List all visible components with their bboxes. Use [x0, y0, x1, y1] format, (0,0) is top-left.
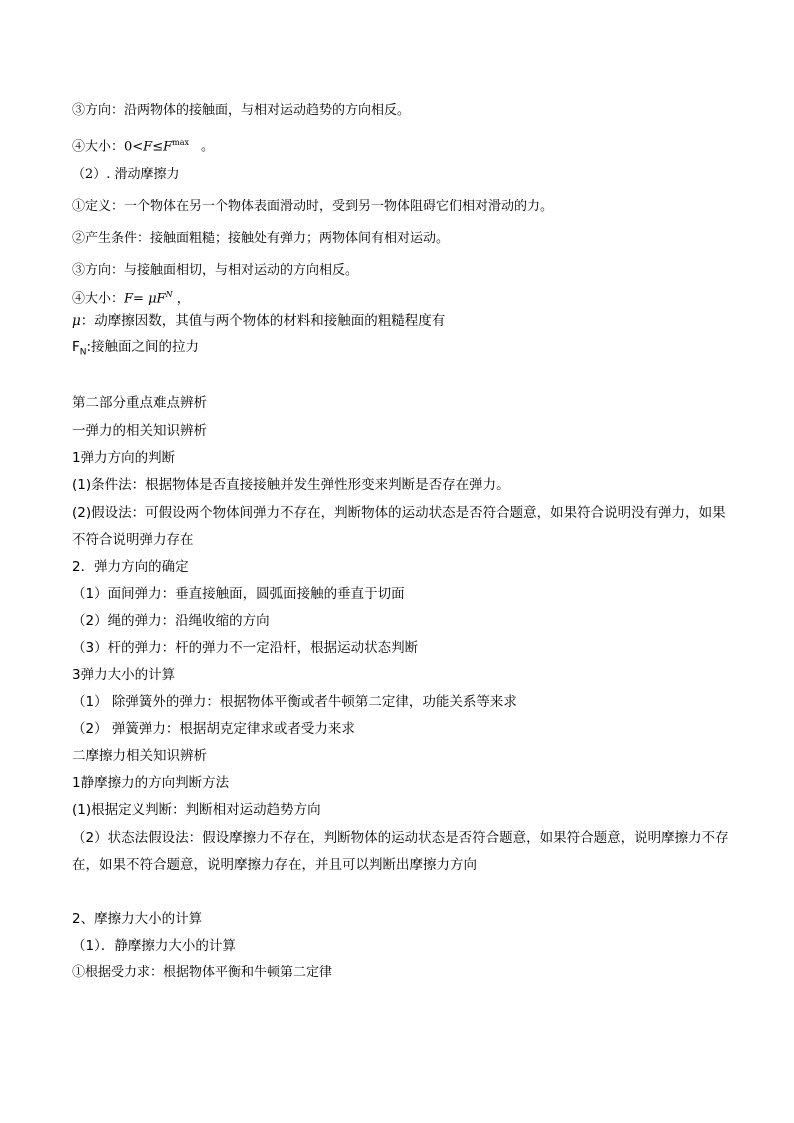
elastic-force-section-heading: 一弹力的相关知识辨析: [72, 423, 207, 439]
friction-magnitude-heading: 2、摩擦力大小的计算: [72, 911, 203, 927]
definition-judgement-line: (1)根据定义判断：判断相对运动趋势方向: [72, 802, 321, 818]
force-max-symbol: F: [163, 139, 173, 155]
mu-explanation-text: ：动摩擦因数，其值与两个物体的材料和接触面的粗糙程度有: [80, 313, 446, 329]
mu-symbol: μ: [148, 291, 157, 307]
sliding-friction-conditions: ②产生条件：接触面粗糙；接触处有弹力；两物体间有相对运动。: [72, 231, 450, 246]
mu-explanation: [72, 311, 734, 331]
magnitude-static-friction-line: [72, 133, 734, 157]
normal-force-symbol-2: F: [72, 339, 80, 355]
surface-elastic-force-line: （1）面间弹力：垂直接触面，圆弧面接触的垂直于切面: [72, 586, 405, 602]
normal-force-explanation: [72, 337, 734, 363]
force-analysis-line: ①根据受力求：根据物体平衡和牛顿第二定律: [72, 965, 333, 980]
elastic-direction-determination-heading: 2．弹力方向的确定: [72, 559, 189, 575]
part-two-heading: 第二部分重点难点辨析: [72, 395, 207, 411]
direction-static-friction-line: ③方向：沿两物体的接触面，与相对运动趋势的方向相反。: [72, 103, 411, 118]
le-symbol: ≤: [152, 139, 164, 155]
magnitude-prefix: ④大小：0<: [72, 139, 144, 155]
elastic-direction-subheading: 1弹力方向的判断: [72, 450, 176, 466]
static-friction-direction-heading: 1静摩擦力的方向判断方法: [72, 775, 230, 791]
rod-elastic-force-line: （3）杆的弹力：杆的弹力不一定沿杆，根据运动状态判断: [72, 640, 419, 656]
condition-method-line: (1)条件法：根据物体是否直接接触并发生弹性形变来判断是否存在弹力。: [72, 477, 510, 493]
elastic-magnitude-heading: 3弹力大小的计算: [72, 667, 176, 683]
magnitude-suffix: 。: [201, 139, 215, 155]
sliding-friction-direction: ③方向：与接触面相切，与相对运动的方向相反。: [72, 263, 359, 278]
force-symbol: F: [143, 139, 153, 155]
state-assumption-paragraph: （2）状态法假设法：假设摩擦力不存在，判断物体的运动状态是否符合题意，如果符合题意，说明摩擦力不存在，如果不符合题意，说明摩擦力存在，并且可以判断出摩擦力方向: [72, 830, 729, 873]
sliding-friction-definition: ①定义：一个物体在另一个物体表面滑动时，受到另一物体阻碍它们相对滑动的力。: [72, 199, 554, 214]
spring-force-line: （2） 弹簧弹力：根据胡克定律求或者受力来求: [72, 721, 355, 737]
max-superscript: max: [172, 138, 190, 147]
sliding-friction-heading: （2）. 滑动摩擦力: [72, 167, 180, 182]
normal-force-text: :接触面之间的拉力: [86, 339, 200, 355]
mu-symbol-2: μ: [72, 313, 81, 329]
normal-force-subscript: N: [79, 347, 87, 358]
rope-elastic-force-line: （2）绳的弹力：沿绳收缩的方向: [72, 613, 270, 629]
static-friction-magnitude-heading: （1）．静摩擦力大小的计算: [72, 938, 236, 954]
non-spring-elastic-force-line: （1） 除弹簧外的弹力：根据物体平衡或者牛顿第二定律，功能关系等来求: [72, 694, 517, 710]
sliding-friction-magnitude: [72, 285, 734, 309]
equals-symbol: =: [133, 291, 149, 307]
force-symbol-2: F: [124, 291, 134, 307]
magnitude-prefix-2: ④大小：: [72, 291, 125, 307]
normal-superscript: N: [165, 290, 173, 299]
magnitude-suffix-2: ，: [172, 291, 190, 307]
friction-section-heading: 二摩擦力相关知识辨析: [72, 748, 207, 764]
assumption-method-paragraph: (2)假设法：可假设两个物体间弹力不存在，判断物体的运动状态是否符合题意，如果符合说明没有弹力，如果不符合说明弹力存在: [72, 505, 726, 548]
normal-force-symbol: F: [156, 291, 166, 307]
